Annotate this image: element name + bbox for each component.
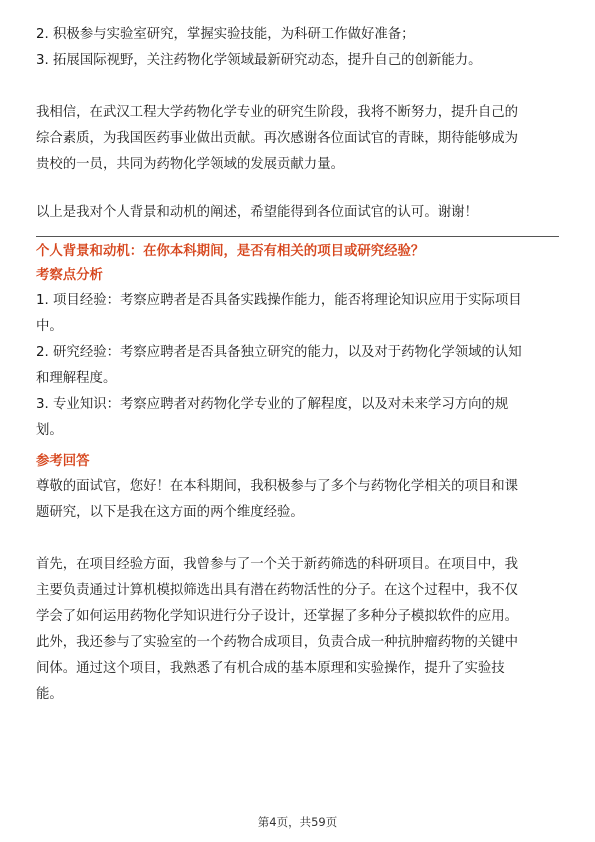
answer-line: 间体。通过这个项目，我熟悉了有机合成的基本原理和实验操作，提升了实验技 [36, 661, 505, 676]
document-page [36, 22, 559, 708]
analysis-line: 和理解程度。 [36, 371, 117, 386]
section-divider [36, 236, 559, 237]
answer-line: 学会了如何运用药物化学知识进行分子设计，还掌握了多种分子模拟软件的应用。 [36, 609, 519, 624]
answer-line: 主要负责通过计算机模拟筛选出具有潜在药物活性的分子。在这个过程中，我不仅 [36, 583, 519, 598]
analysis-line: 中。 [36, 319, 63, 334]
analysis-line: 3. 专业知识：考察应聘者对药物化学专业的了解程度，以及对未来学习方向的规 [36, 397, 509, 412]
answer-line: 此外，我还参与了实验室的一个药物合成项目，负责合成一种抗肿瘤药物的关键中 [36, 635, 519, 650]
analysis-heading: 考察点分析 [36, 268, 103, 283]
analysis-line: 1. 项目经验：考察应聘者是否具备实践操作能力，能否将理论知识应用于实际项目 [36, 293, 522, 308]
paragraph-line: 以上是我对个人背景和动机的阐述，希望能得到各位面试官的认可。谢谢！ [36, 205, 478, 220]
analysis-line: 划。 [36, 423, 63, 438]
answer-body [36, 552, 559, 708]
answer-line: 能。 [36, 687, 63, 702]
goal-item-3: 3. 拓展国际视野，关注药物化学领域最新研究动态，提升自己的创新能力。 [36, 53, 482, 68]
paragraph-line: 贵校的一员，共同为药物化学领域的发展贡献力量。 [36, 157, 344, 172]
analysis-list [36, 288, 559, 444]
page-number: 第4页，共59页 [257, 815, 338, 829]
answer-line: 首先，在项目经验方面，我曾参与了一个关于新药筛选的科研项目。在项目中，我 [36, 557, 519, 572]
answer-line: 题研究，以下是我在这方面的两个维度经验。 [36, 505, 304, 520]
answer-heading: 参考回答 [36, 454, 90, 469]
closing-paragraph [36, 100, 559, 178]
goal-item-2: 2. 积极参与实验室研究，掌握实验技能，为科研工作做好准备； [36, 27, 415, 42]
interview-question: 个人背景和动机：在你本科期间，是否有相关的项目或研究经验？ [36, 244, 425, 259]
thanks-paragraph [36, 200, 559, 226]
goal-list [36, 22, 559, 74]
paragraph-line: 我相信，在武汉工程大学药物化学专业的研究生阶段，我将不断努力，提升自己的 [36, 105, 519, 120]
paragraph-line: 综合素质，为我国医药事业做出贡献。再次感谢各位面试官的青睐，期待能够成为 [36, 131, 519, 146]
answer-intro [36, 474, 559, 526]
answer-line: 尊敬的面试官，您好！在本科期间，我积极参与了多个与药物化学相关的项目和课 [36, 479, 519, 494]
analysis-line: 2. 研究经验：考察应聘者是否具备独立研究的能力，以及对于药物化学领域的认知 [36, 345, 522, 360]
